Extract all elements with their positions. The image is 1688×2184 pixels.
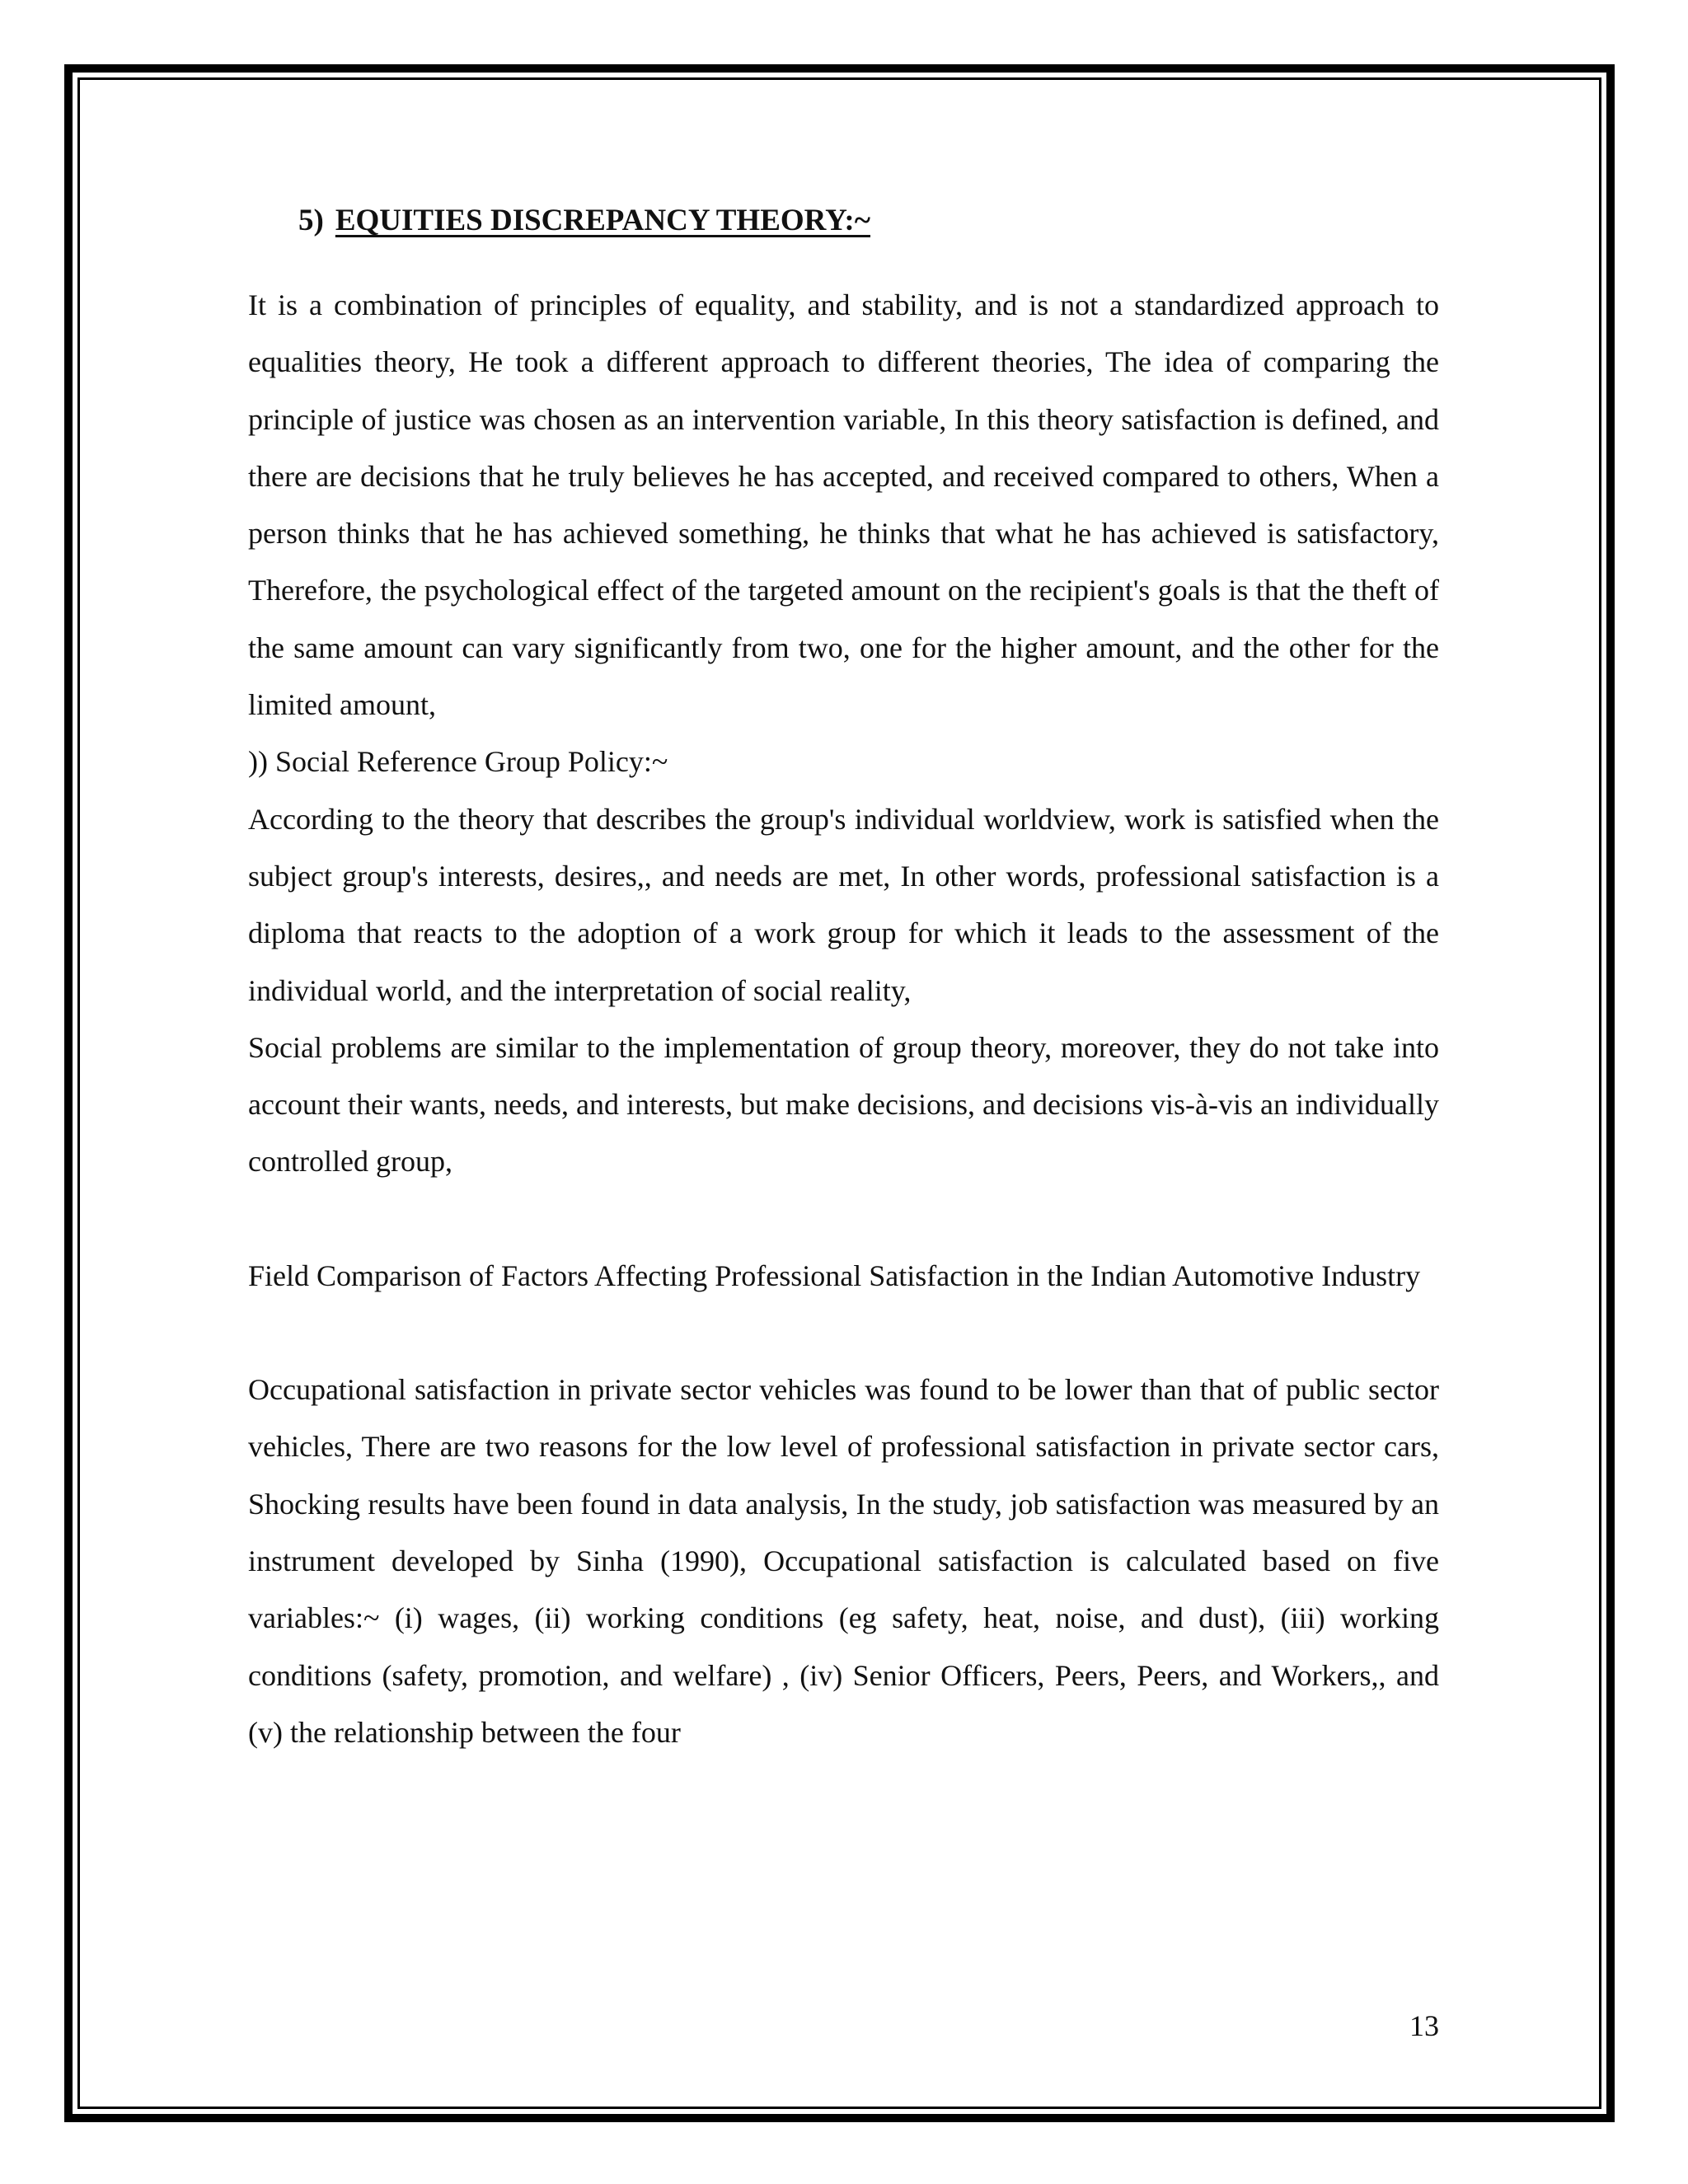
page-number: 13 [1409,2009,1439,2042]
paragraph-reference-group: According to the theory that describes the group's individual worldview, work is satisfied when the subject group's interests, desires,, and needs are met, In other words, professional satisfaction is a diploma that reacts to the adoption of a work group for which it leads to the assessment of the individual world, and the interpretation of social reality, [248,802,1439,1007]
section-title: EQUITIES DISCREPANCY THEORY:~ [335,204,870,237]
paragraph-occupational: Occupational satisfaction in private sector vehicles was found to be lower than that of public sector vehicles, There are two reasons for the low level of professional satisfaction in private sector cars, Shocking results have been found in data analysis, In the study, job satisfaction was measured by an instrument developed by Sinha (1990), Occupational satisfaction is calculated based on five variables:~ (i) wages, (ii) working conditions (eg safety, heat, noise, and dust), (iii) working conditions (safety, promotion, and welfare) , (iv) Senior Officers, Peers, Peers, and Workers,, and (v) the relationship between the four [248,1373,1439,1749]
page-content [248,188,1439,1761]
subheading-social-reference: )) Social Reference Group Policy:~ [248,745,668,779]
section-heading [298,188,1439,254]
paragraph-equities: It is a combination of principles of equality, and stability, and is not a standardized approach to equalities theory, He took a different approach to different theories, The idea of comparing the principle of justice was chosen as an intervention variable, In this theory satisfaction is defined, and there are decisions that he truly believes he has accepted, and received compared to others, When a person thinks that he has achieved something, he thinks that what he has achieved is satisfactory, Therefore, the psychological effect of the targeted amount on the recipient's goals is that the theft of the same amount can vary significantly from two, one for the higher amount, and the other for the limited amount, [248,288,1439,722]
paragraph-social-problems: Social problems are similar to the implementation of group theory, moreover, they do not take into account their wants, needs, and interests, but make decisions, and decisions vis-à-vis an individually controlled group, [248,1030,1439,1179]
paragraph-field-comparison: Field Comparison of Factors Affecting Professional Satisfaction in the Indian Automotive Industry [248,1258,1421,1292]
section-number: 5) [298,204,324,237]
